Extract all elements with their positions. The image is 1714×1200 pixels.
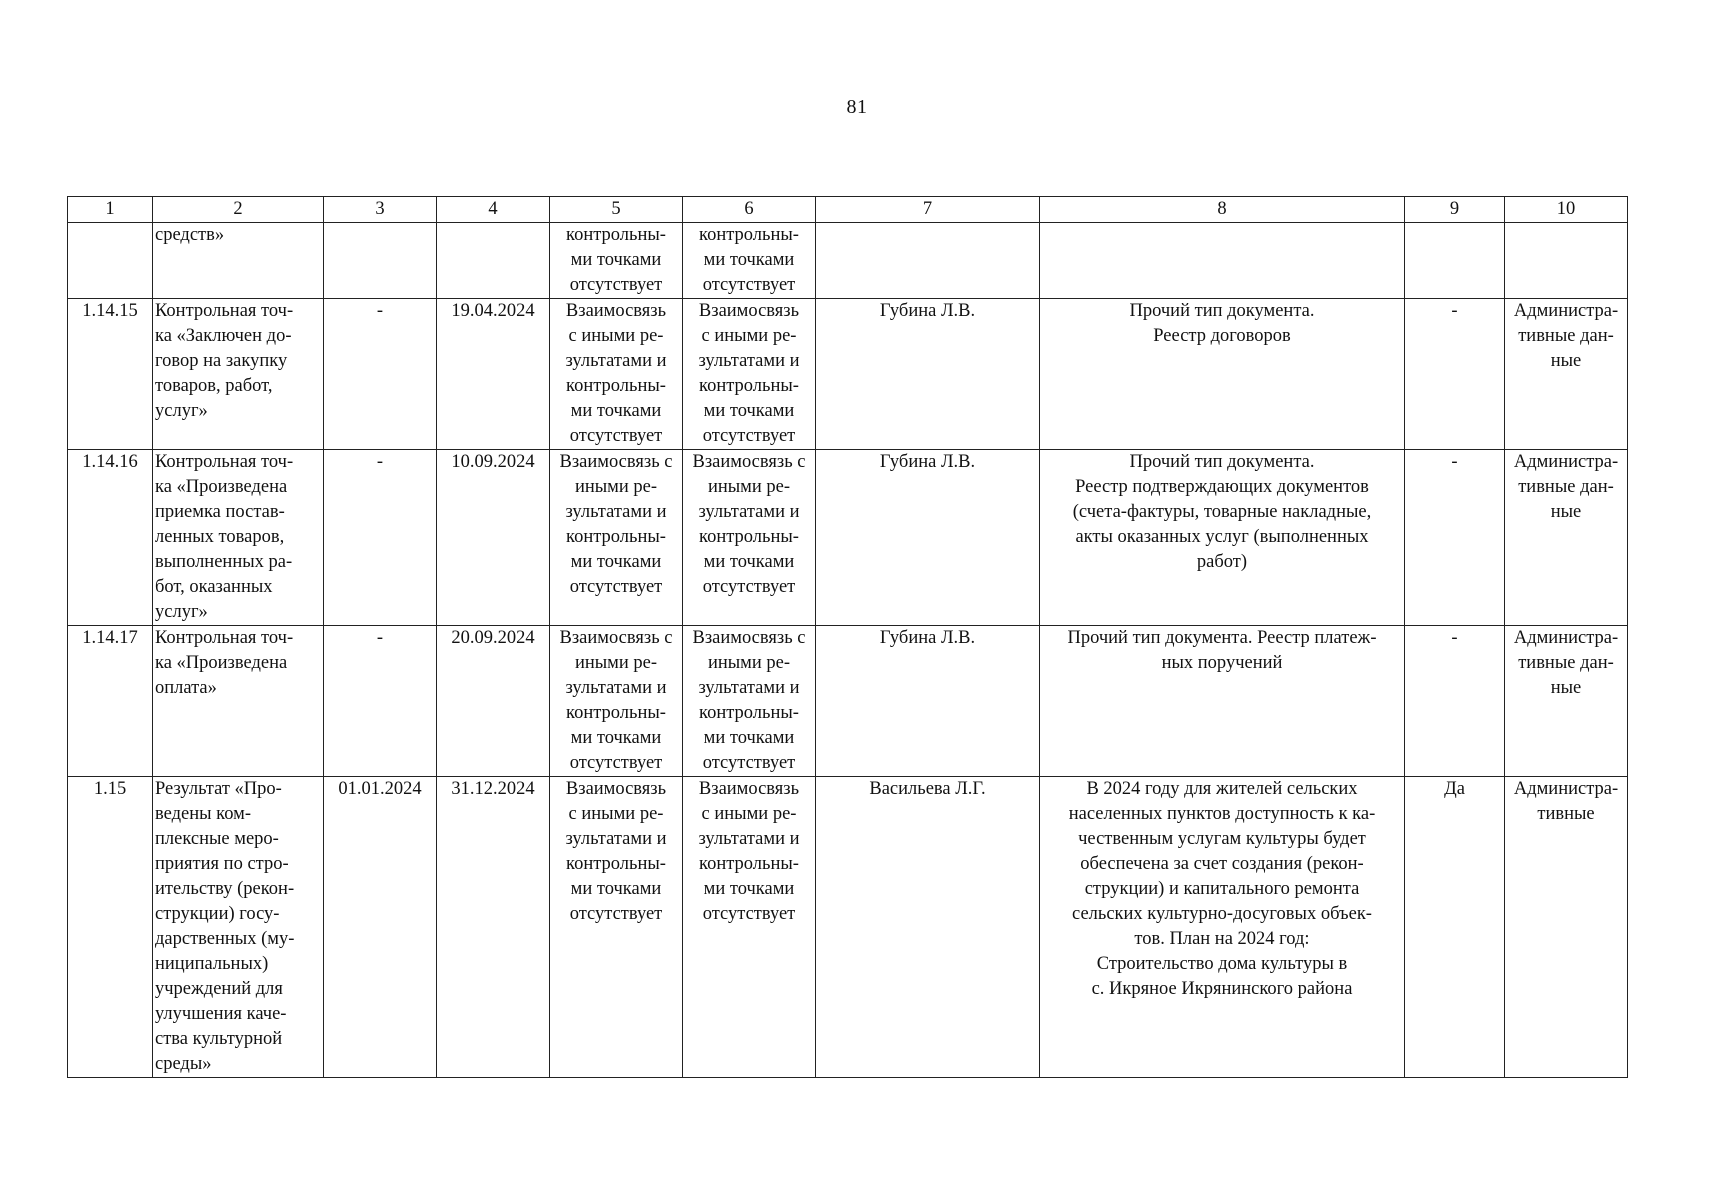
info-system: Администра- тивные дан- ные [1505, 299, 1628, 450]
end-date: 20.09.2024 [437, 626, 550, 777]
document-type [1040, 223, 1405, 299]
row-number: 1.15 [68, 777, 153, 1078]
flag-cell: - [1405, 299, 1505, 450]
responsible-person: Васильева Л.Г. [816, 777, 1040, 1078]
table-row [68, 450, 1628, 626]
column-header: 2 [153, 197, 324, 223]
start-date: 01.01.2024 [324, 777, 437, 1078]
info-system [1505, 223, 1628, 299]
row-title: средств» [153, 223, 324, 299]
start-date: - [324, 299, 437, 450]
column-header: 7 [816, 197, 1040, 223]
document-table [67, 196, 1628, 1078]
link-next: Взаимосвязь с иными ре- зультатами и контрольны- ми точками отсутствует [683, 299, 816, 450]
column-header: 6 [683, 197, 816, 223]
table-row [68, 626, 1628, 777]
table-row [68, 777, 1628, 1078]
document-type: Прочий тип документа. Реестр договоров [1040, 299, 1405, 450]
link-next: контрольны- ми точками отсутствует [683, 223, 816, 299]
responsible-person [816, 223, 1040, 299]
row-title: Контрольная точ- ка «Произведена приемка постав- ленных товаров, выполненных ра- бот, оказанных услуг» [153, 450, 324, 626]
row-number [68, 223, 153, 299]
document-type: Прочий тип документа. Реестр платеж- ных поручений [1040, 626, 1405, 777]
row-number: 1.14.16 [68, 450, 153, 626]
page-number: 81 [846, 96, 868, 118]
responsible-person: Губина Л.В. [816, 626, 1040, 777]
responsible-person: Губина Л.В. [816, 450, 1040, 626]
info-system: Администра- тивные [1505, 777, 1628, 1078]
row-title: Результат «Про- ведены ком- плексные меро- приятия по стро- ительству (рекон- струкции) госу- дарственных (му- ниципальных) учреждений для улучшения каче- ства культурной среды» [153, 777, 324, 1078]
info-system: Администра- тивные дан- ные [1505, 450, 1628, 626]
end-date [437, 223, 550, 299]
end-date: 19.04.2024 [437, 299, 550, 450]
table-row [68, 299, 1628, 450]
row-title: Контрольная точ- ка «Заключен до- говор на закупку товаров, работ, услуг» [153, 299, 324, 450]
table-row [68, 223, 1628, 299]
flag-cell: Да [1405, 777, 1505, 1078]
column-header: 4 [437, 197, 550, 223]
start-date: - [324, 450, 437, 626]
link-previous: Взаимосвязь с иными ре- зультатами и контрольны- ми точками отсутствует [550, 299, 683, 450]
link-next: Взаимосвязь с иными ре- зультатами и контрольны- ми точками отсутствует [683, 777, 816, 1078]
link-next: Взаимосвязь с иными ре- зультатами и контрольны- ми точками отсутствует [683, 450, 816, 626]
column-header: 5 [550, 197, 683, 223]
link-previous: контрольны- ми точками отсутствует [550, 223, 683, 299]
flag-cell: - [1405, 626, 1505, 777]
flag-cell: - [1405, 450, 1505, 626]
link-previous: Взаимосвязь с иными ре- зультатами и контрольны- ми точками отсутствует [550, 450, 683, 626]
row-number: 1.14.15 [68, 299, 153, 450]
responsible-person: Губина Л.В. [816, 299, 1040, 450]
column-header: 10 [1505, 197, 1628, 223]
start-date [324, 223, 437, 299]
column-header: 1 [68, 197, 153, 223]
row-number: 1.14.17 [68, 626, 153, 777]
column-header: 9 [1405, 197, 1505, 223]
link-next: Взаимосвязь с иными ре- зультатами и контрольны- ми точками отсутствует [683, 626, 816, 777]
start-date: - [324, 626, 437, 777]
flag-cell [1405, 223, 1505, 299]
table-header-row [68, 197, 1628, 223]
document-type: В 2024 году для жителей сельских населенных пунктов доступность к ка- чественным услугам культуры будет обеспечена за счет создания (рекон- струкции) и капитального ремонта сельских культурно-досуговых объек- тов. План на 2024 год: Строительство дома культуры в с. Икряное Икрянинского района [1040, 777, 1405, 1078]
row-title: Контрольная точ- ка «Произведена оплата» [153, 626, 324, 777]
document-type: Прочий тип документа. Реестр подтверждающих документов (счета-фактуры, товарные накладные, акты оказанных услуг (выполненных работ) [1040, 450, 1405, 626]
column-header: 3 [324, 197, 437, 223]
info-system: Администра- тивные дан- ные [1505, 626, 1628, 777]
link-previous: Взаимосвязь с иными ре- зультатами и контрольны- ми точками отсутствует [550, 777, 683, 1078]
link-previous: Взаимосвязь с иными ре- зультатами и контрольны- ми точками отсутствует [550, 626, 683, 777]
end-date: 10.09.2024 [437, 450, 550, 626]
end-date: 31.12.2024 [437, 777, 550, 1078]
column-header: 8 [1040, 197, 1405, 223]
